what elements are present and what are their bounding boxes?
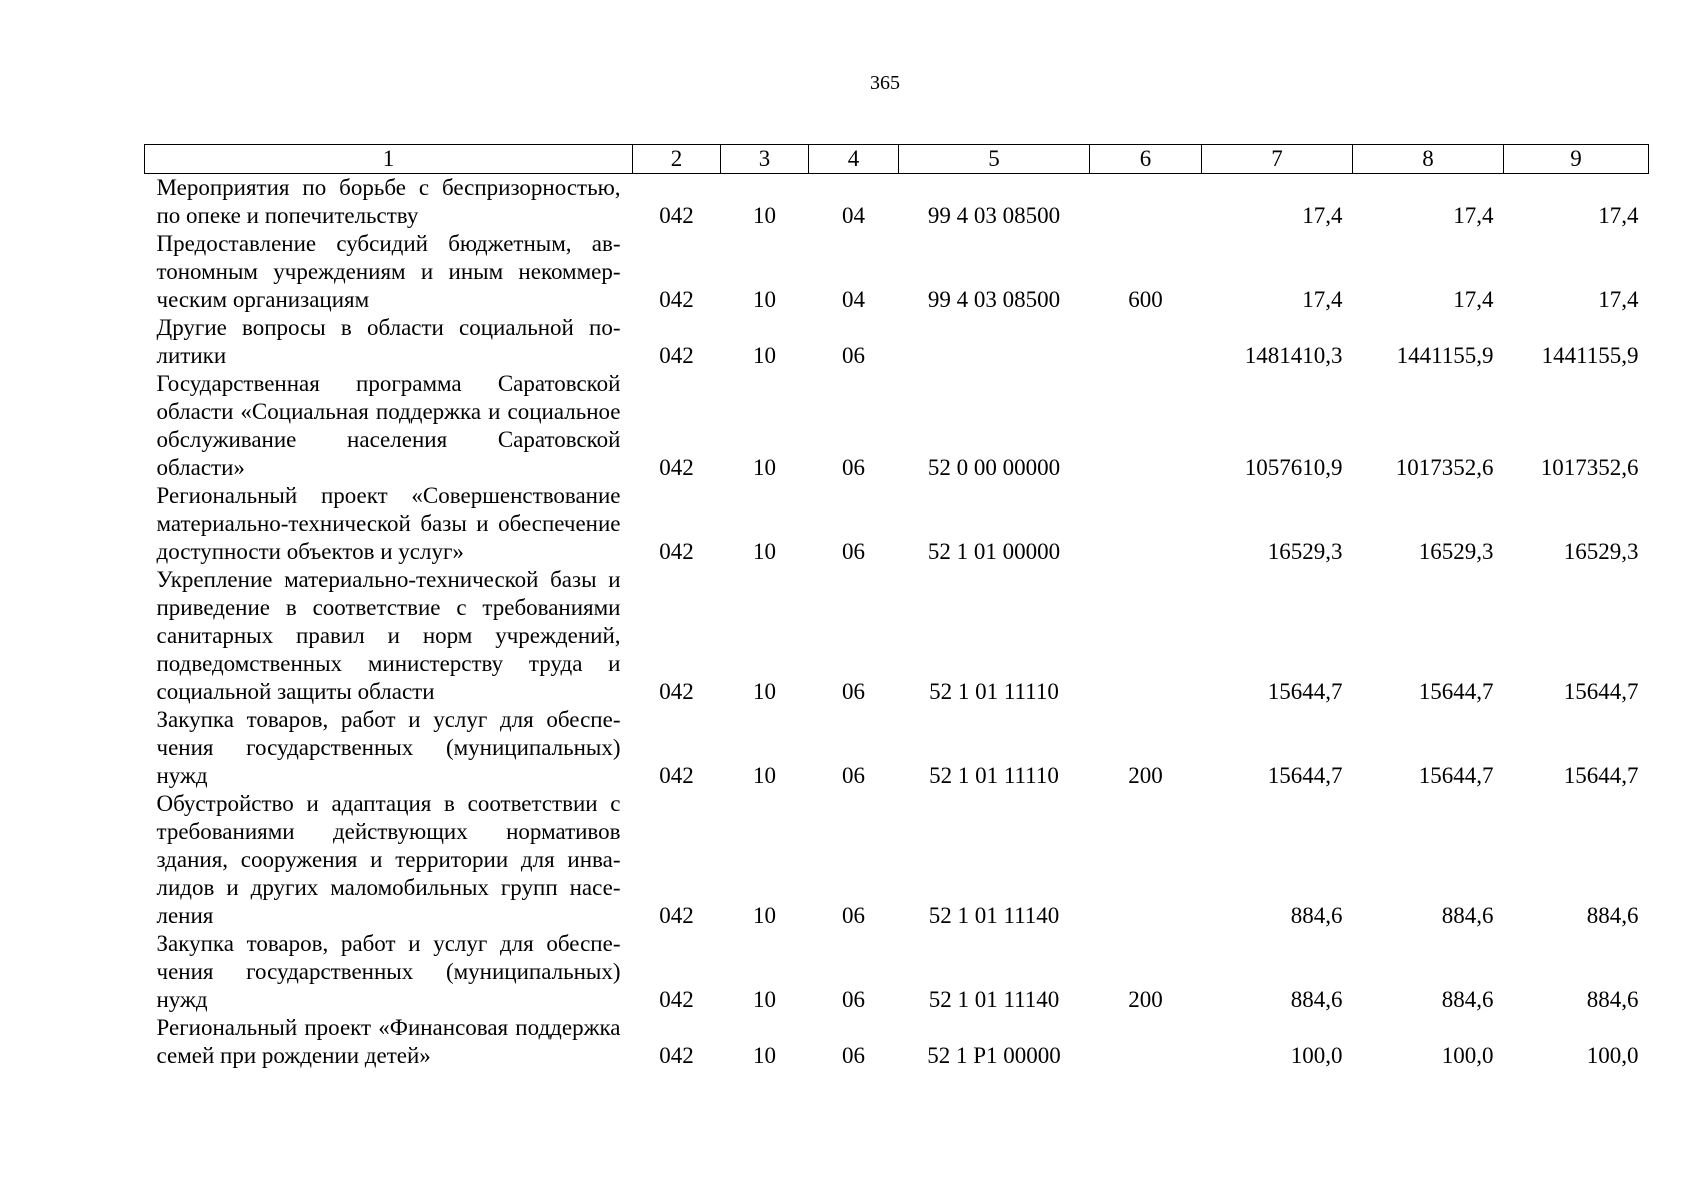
ministry-code: 042	[659, 763, 694, 788]
header-col-6: 6	[1090, 145, 1202, 174]
amount-col-7: 884,6	[1290, 903, 1343, 928]
subsection-code: 06	[842, 455, 865, 480]
page-number: 365	[870, 72, 900, 94]
header-col-4: 4	[809, 145, 899, 174]
amount-col-8: 100,0	[1441, 1043, 1494, 1068]
ministry-code: 042	[659, 287, 694, 312]
table-row	[145, 482, 1649, 566]
amount-col-7: 16529,3	[1267, 539, 1343, 564]
subsection-code: 06	[842, 343, 865, 368]
amount-col-9: 15644,7	[1563, 679, 1639, 704]
amount-col-7: 1481410,3	[1244, 343, 1343, 368]
target-article-code: 99 4 03 08500	[927, 203, 1061, 228]
target-article-code: 52 1 01 11140	[928, 987, 1060, 1012]
header-col-5: 5	[899, 145, 1090, 174]
table-row	[145, 790, 1649, 930]
expense-type-code	[1090, 370, 1202, 482]
ministry-code: 042	[659, 203, 694, 228]
section-code: 10	[753, 203, 776, 228]
amount-col-9: 100,0	[1586, 1043, 1639, 1068]
section-code: 10	[753, 287, 776, 312]
row-name: Закупка товаров, работ и услуг для обеспечения государственных (муниципальных) нужд	[156, 931, 621, 1012]
table-row	[145, 314, 1649, 370]
header-row	[145, 145, 1649, 174]
amount-col-7: 100,0	[1290, 1043, 1343, 1068]
row-name: Другие вопросы в области социальной политики	[156, 315, 621, 368]
amount-col-9: 884,6	[1586, 903, 1639, 928]
subsection-code: 06	[842, 679, 865, 704]
table-row	[145, 174, 1649, 231]
amount-col-9: 884,6	[1586, 987, 1639, 1012]
section-code: 10	[753, 679, 776, 704]
target-article-code: 52 0 00 00000	[927, 455, 1061, 480]
header-col-8: 8	[1353, 145, 1504, 174]
amount-col-8: 1441155,9	[1396, 343, 1494, 368]
ministry-code: 042	[659, 903, 694, 928]
table-header	[145, 145, 1649, 174]
row-name: Государственная программа Саратовской области «Социальная поддержка и социальное обслуживание населения Саратовской области»	[156, 371, 621, 480]
target-article-code: 52 1 01 00000	[927, 539, 1061, 564]
amount-col-8: 16529,3	[1418, 539, 1494, 564]
subsection-code: 06	[842, 1043, 865, 1068]
row-name: Обустройство и адаптация в соответствии с требованиями действующих нормативов здания, сооружения и территории для инвалидов и других маломобильных групп населения	[156, 791, 621, 928]
target-article-code: 52 1 P1 00000	[927, 1043, 1061, 1068]
amount-col-8: 15644,7	[1418, 679, 1494, 704]
subsection-code: 06	[842, 903, 865, 928]
row-name: Региональный проект «Совершенствование материально-технической базы и обеспечение доступности объектов и услуг»	[156, 483, 621, 564]
amount-col-8: 17,4	[1453, 203, 1494, 228]
ministry-code: 042	[659, 539, 694, 564]
header-col-1: 1	[145, 145, 633, 174]
amount-col-7: 15644,7	[1267, 763, 1343, 788]
expense-type-code	[1090, 174, 1202, 231]
section-code: 10	[753, 903, 776, 928]
amount-col-9: 15644,7	[1563, 763, 1639, 788]
section-code: 10	[753, 343, 776, 368]
row-name: Мероприятия по борьбе с беспризорностью, по опеке и попечительству	[156, 175, 621, 228]
subsection-code: 04	[842, 203, 865, 228]
amount-col-7: 884,6	[1290, 987, 1343, 1012]
amount-col-7: 15644,7	[1267, 679, 1343, 704]
header-col-7: 7	[1202, 145, 1353, 174]
subsection-code: 06	[842, 763, 865, 788]
target-article-code: 99 4 03 08500	[927, 287, 1061, 312]
section-code: 10	[753, 1043, 776, 1068]
subsection-code: 06	[842, 987, 865, 1012]
section-code: 10	[753, 987, 776, 1012]
amount-col-9: 17,4	[1598, 287, 1639, 312]
expense-type-code	[1090, 314, 1202, 370]
expense-type-code	[1090, 790, 1202, 930]
section-code: 10	[753, 763, 776, 788]
header-col-9: 9	[1504, 145, 1649, 174]
amount-col-9: 1017352,6	[1540, 455, 1639, 480]
section-code: 10	[753, 539, 776, 564]
ministry-code: 042	[659, 343, 694, 368]
row-name: Закупка товаров, работ и услуг для обеспечения государственных (муниципальных) нужд	[156, 707, 621, 788]
row-name: Региональный проект «Финансовая поддержка семей при рождении детей»	[156, 1015, 621, 1068]
subsection-code: 06	[842, 539, 865, 564]
amount-col-8: 17,4	[1453, 287, 1494, 312]
table-row	[145, 230, 1649, 314]
ministry-code: 042	[659, 987, 694, 1012]
amount-col-8: 884,6	[1441, 987, 1494, 1012]
amount-col-9: 17,4	[1598, 203, 1639, 228]
target-article-code: 52 1 01 11110	[929, 763, 1059, 788]
table-row	[145, 706, 1649, 790]
table-row	[145, 930, 1649, 1014]
target-article-code: 52 1 01 11110	[929, 679, 1059, 704]
row-name: Предоставление субсидий бюджетным, автономным учреждениям и иным некоммерческим организациям	[156, 231, 621, 312]
amount-col-7: 17,4	[1302, 287, 1343, 312]
table-row	[145, 1014, 1649, 1070]
expense-type-code	[1090, 1014, 1202, 1070]
ministry-code: 042	[659, 1043, 694, 1068]
table-body	[145, 174, 1649, 1071]
header-col-2: 2	[633, 145, 721, 174]
amount-col-9: 1441155,9	[1541, 343, 1639, 368]
target-article-code: 52 1 01 11140	[928, 903, 1060, 928]
table-row	[145, 370, 1649, 482]
amount-col-8: 1017352,6	[1395, 455, 1494, 480]
amount-col-7: 17,4	[1302, 203, 1343, 228]
section-code: 10	[753, 455, 776, 480]
expense-type-code: 200	[1128, 763, 1163, 788]
expense-type-code	[1090, 482, 1202, 566]
header-col-3: 3	[721, 145, 809, 174]
expense-type-code	[1090, 566, 1202, 706]
amount-col-9: 16529,3	[1563, 539, 1639, 564]
amount-col-7: 1057610,9	[1244, 455, 1343, 480]
target-article-code	[899, 314, 1090, 370]
expense-type-code: 200	[1128, 987, 1163, 1012]
expense-type-code: 600	[1128, 287, 1163, 312]
table-row	[145, 566, 1649, 706]
ministry-code: 042	[659, 679, 694, 704]
ministry-code: 042	[659, 455, 694, 480]
amount-col-8: 884,6	[1441, 903, 1494, 928]
budget-table	[144, 144, 1649, 1070]
row-name: Укрепление материально-технической базы и приведение в соответствие с требованиями санитарных правил и норм учреждений, подведомственных министерству труда и социальной защиты области	[156, 567, 621, 704]
amount-col-8: 15644,7	[1418, 763, 1494, 788]
subsection-code: 04	[842, 287, 865, 312]
